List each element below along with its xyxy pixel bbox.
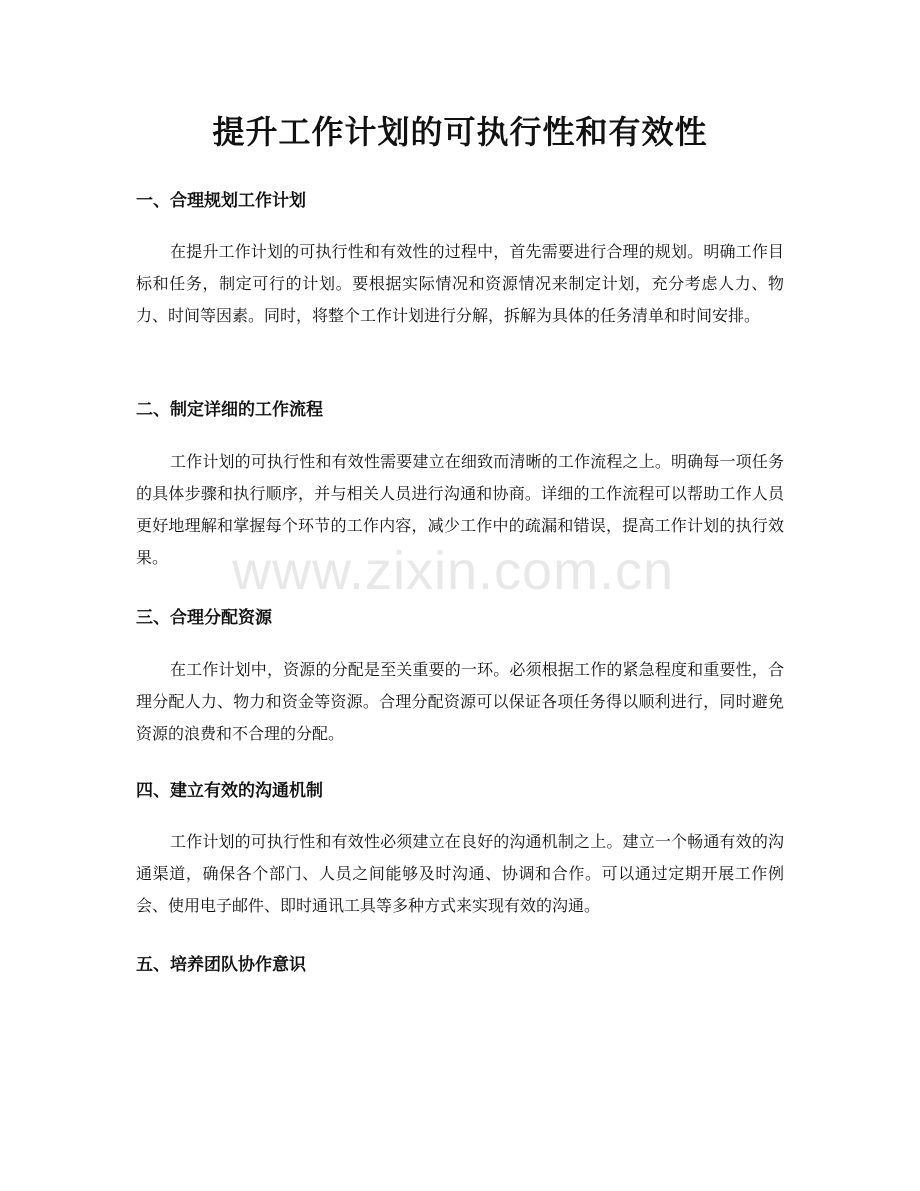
- section-heading-3: 三、合理分配资源: [136, 608, 272, 628]
- section-paragraph-4: 工作计划的可执行性和有效性必须建立在良好的沟通机制之上。建立一个畅通有效的沟通渠道，确保各个部门、人员之间能够及时沟通、协调和合作。可以通过定期开展工作例会、使用电子邮件、即时通讯工具等多种方式来实现有效的沟通。: [136, 832, 784, 915]
- document-title: 提升工作计划的可执行性和有效性: [212, 113, 708, 151]
- section-heading-5: 五、培养团队协作意识: [136, 955, 306, 975]
- section-heading-2: 二、制定详细的工作流程: [136, 400, 323, 420]
- section-paragraph-3: 在工作计划中，资源的分配是至关重要的一环。必须根据工作的紧急程度和重要性，合理分配人力、物力和资金等资源。合理分配资源可以保证各项任务得以顺利进行，同时避免资源的浪费和不合理的分配。: [136, 660, 784, 743]
- watermark-text: www.zixin.com.cn: [232, 541, 675, 601]
- section-paragraph-2: 工作计划的可执行性和有效性需要建立在细致而清晰的工作流程之上。明确每一项任务的具体步骤和执行顺序，并与相关人员进行沟通和协商。详细的工作流程可以帮助工作人员更好地理解和掌握每个环节的工作内容，减少工作中的疏漏和错误，提高工作计划的执行效果。: [136, 452, 784, 567]
- section-heading-4: 四、建立有效的沟通机制: [136, 781, 323, 801]
- section-heading-1: 一、合理规划工作计划: [136, 191, 306, 211]
- section-paragraph-1: 在提升工作计划的可执行性和有效性的过程中，首先需要进行合理的规划。明确工作目标和任务，制定可行的计划。要根据实际情况和资源情况来制定计划，充分考虑人力、物力、时间等因素。同时，将整个工作计划进行分解，拆解为具体的任务清单和时间安排。: [136, 242, 784, 325]
